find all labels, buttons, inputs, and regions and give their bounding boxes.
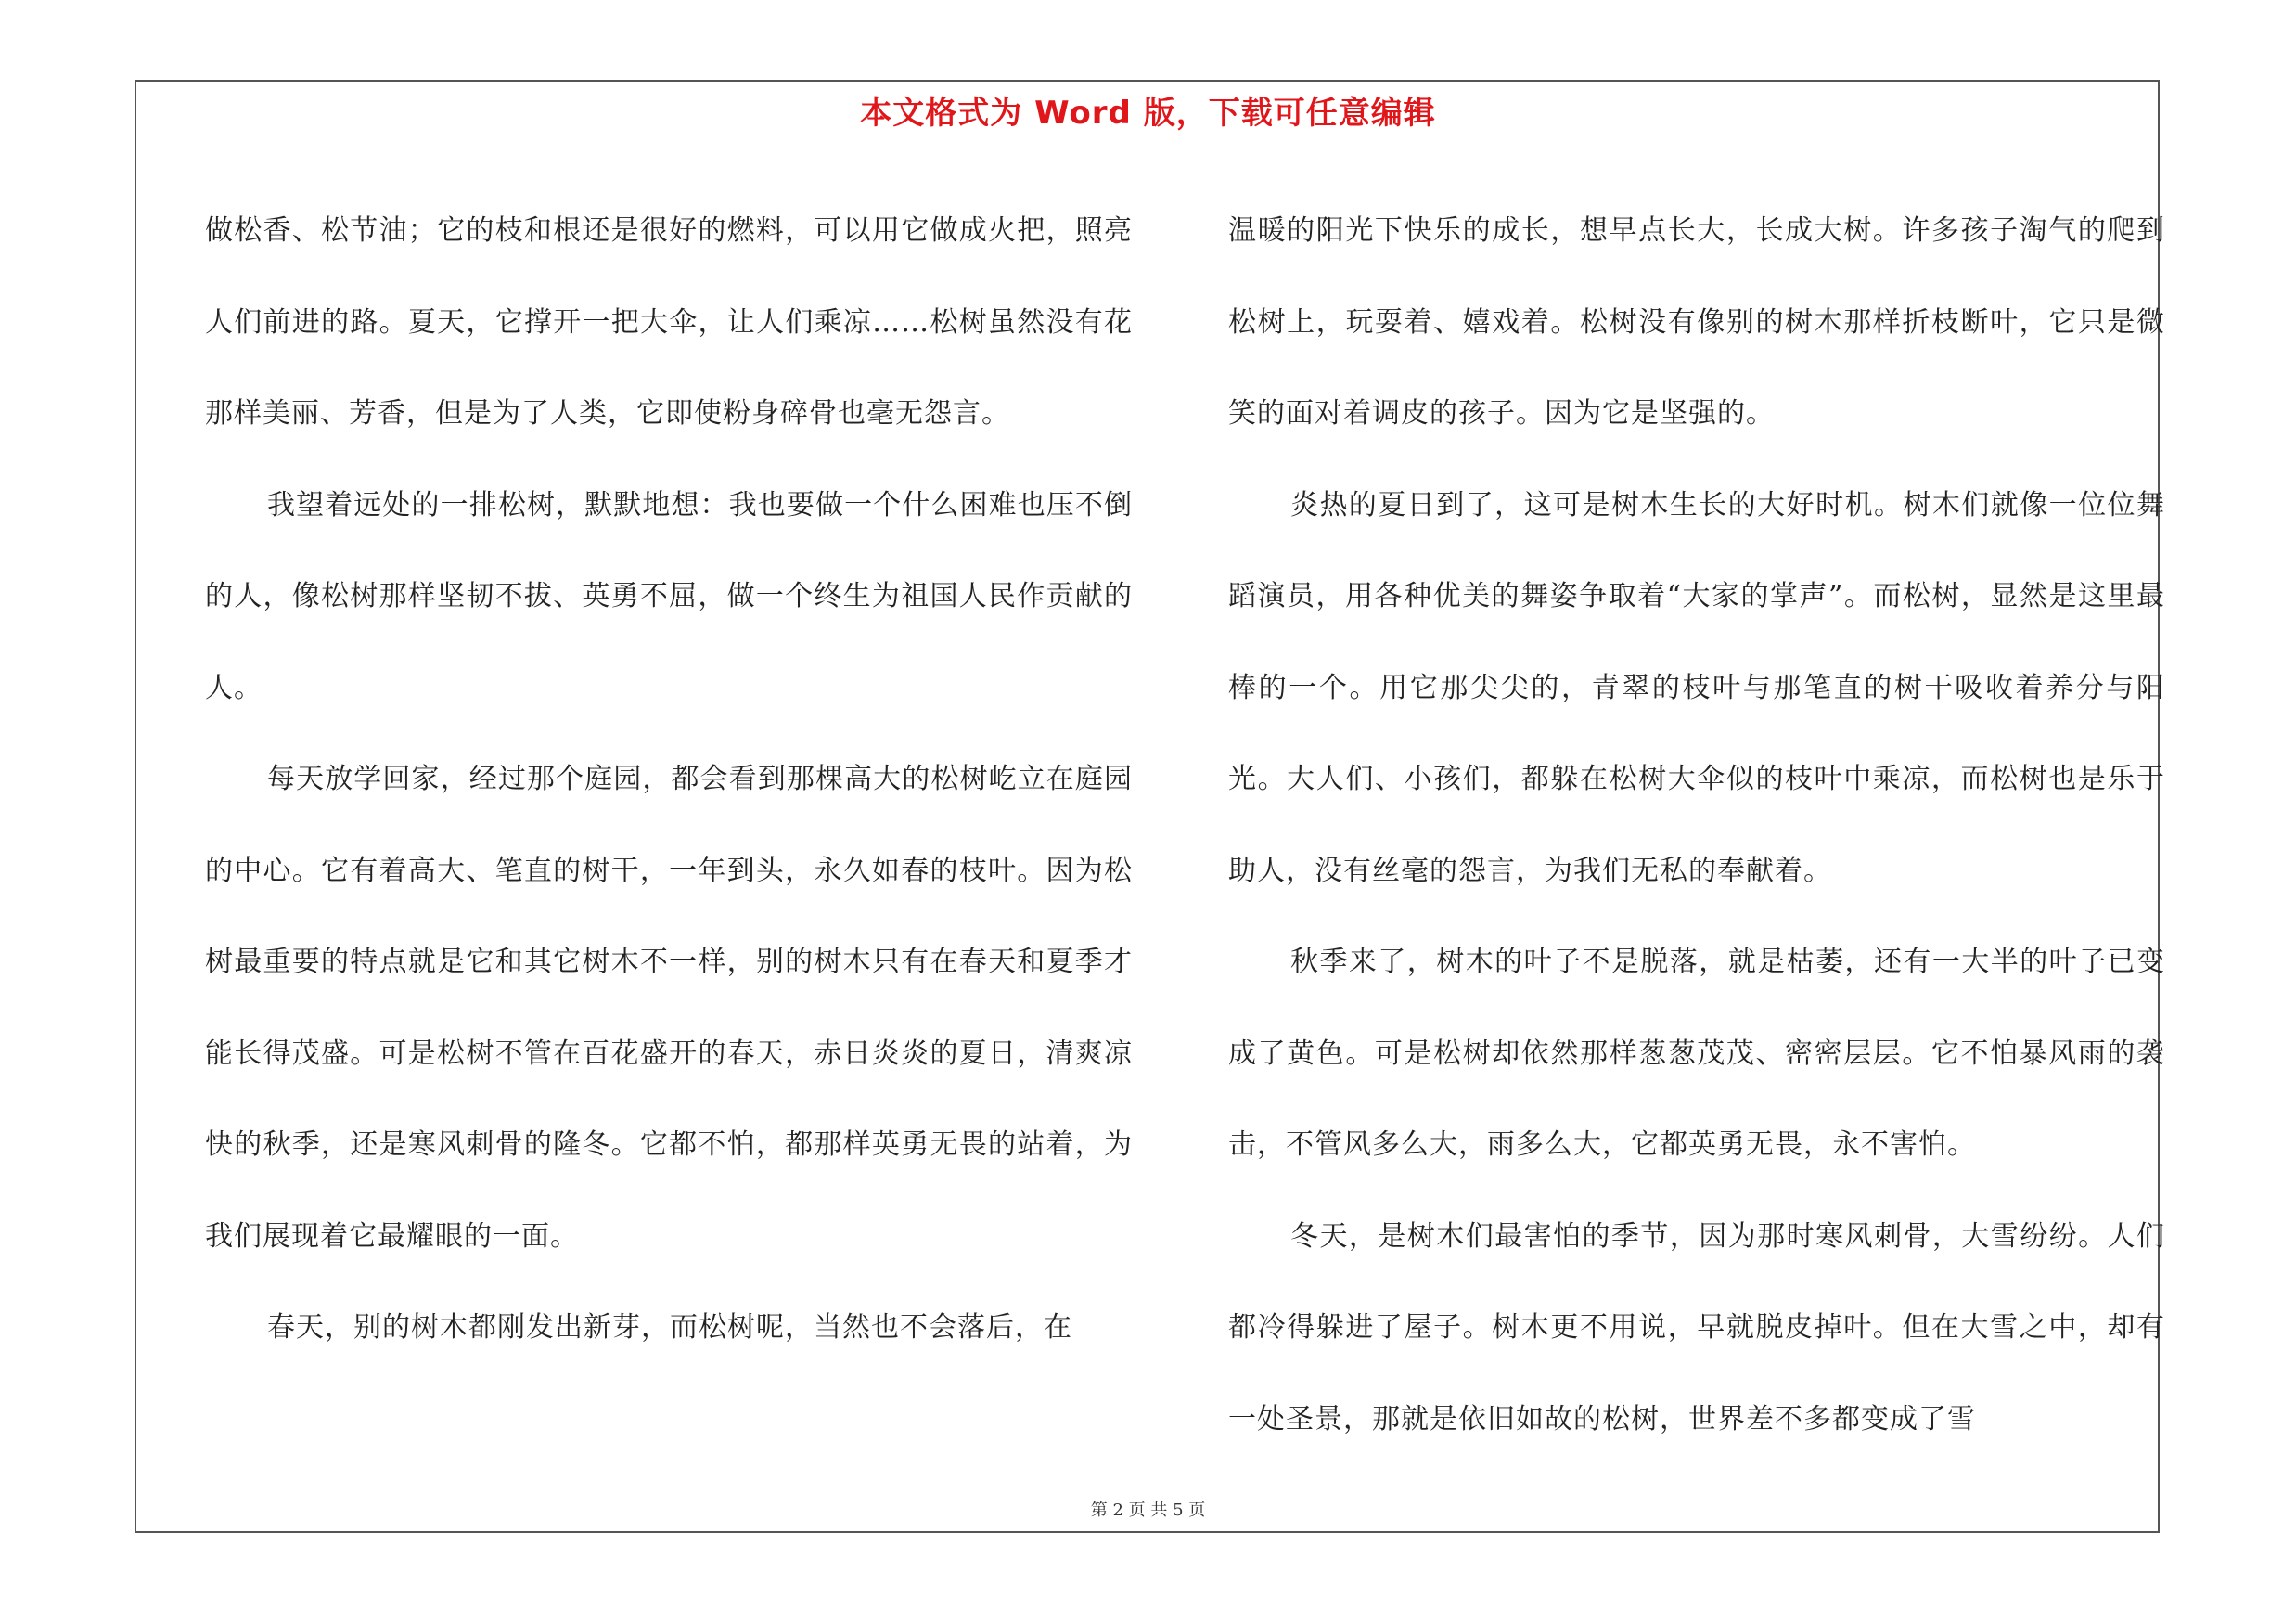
paragraph: 春天，别的树木都刚发出新芽，而松树呢，当然也不会落后，在	[267, 1311, 1072, 1344]
paragraph: 冬天，是树木们最害怕的季节，因为那时寒风刺骨，大雪纷纷。人们都冷得躲进了屋子。树木更不用说，早就脱皮掉叶。但在大雪之中，却有一处圣景，那就是依旧如故的松树，世界差不多都变成了雪	[1228, 1219, 2165, 1436]
paragraph: 我望着远处的一排松树，默默地想：我也要做一个什么困难也压不倒的人，像松树那样坚韧不拔、英勇不屈，做一个终生为祖国人民作贡献的人。	[205, 488, 1133, 704]
paragraph: 温暖的阳光下快乐的成长，想早点长大，长成大树。许多孩子淘气的爬到松树上，玩耍着、嬉戏着。松树没有像别的树木那样折枝断叶，它只是微笑的面对着调皮的孩子。因为它是坚强的。	[1228, 214, 2165, 430]
page-number: 第 2 页 共 5 页	[1090, 1501, 1206, 1520]
left-text-column	[205, 186, 1133, 1374]
right-text-column	[1228, 186, 2165, 1465]
paragraph: 秋季来了，树木的叶子不是脱落，就是枯萎，还有一大半的叶子已变成了黄色。可是松树却依然那样葱葱茂茂、密密层层。它不怕暴风雨的袭击，不管风多么大，雨多么大，它都英勇无畏，永不害怕。	[1228, 946, 2165, 1161]
word-format-banner: 本文格式为 Word 版，下载可任意编辑	[860, 95, 1436, 132]
paragraph: 做松香、松节油；它的枝和根还是很好的燃料，可以用它做成火把，照亮人们前进的路。夏天，它撑开一把大伞，让人们乘凉……松树虽然没有花那样美丽、芳香，但是为了人类，它即使粉身碎骨也毫无怨言。	[205, 214, 1133, 430]
paragraph: 每天放学回家，经过那个庭园，都会看到那棵高大的松树屹立在庭园的中心。它有着高大、笔直的树干，一年到头，永久如春的枝叶。因为松树最重要的特点就是它和其它树木不一样，别的树木只有在春天和夏季才能长得茂盛。可是松树不管在百花盛开的春天，赤日炎炎的夏日，清爽凉快的秋季，还是寒风刺骨的隆冬。它都不怕，都那样英勇无畏的站着，为我们展现着它最耀眼的一面。	[205, 763, 1133, 1253]
paragraph: 炎热的夏日到了，这可是树木生长的大好时机。树木们就像一位位舞蹈演员，用各种优美的舞姿争取着“大家的掌声”。而松树，显然是这里最棒的一个。用它那尖尖的，青翠的枝叶与那笔直的树干吸收着养分与阳光。大人们、小孩们，都躲在松树大伞似的枝叶中乘凉，而松树也是乐于助人，没有丝毫的怨言，为我们无私的奉献着。	[1228, 488, 2165, 887]
